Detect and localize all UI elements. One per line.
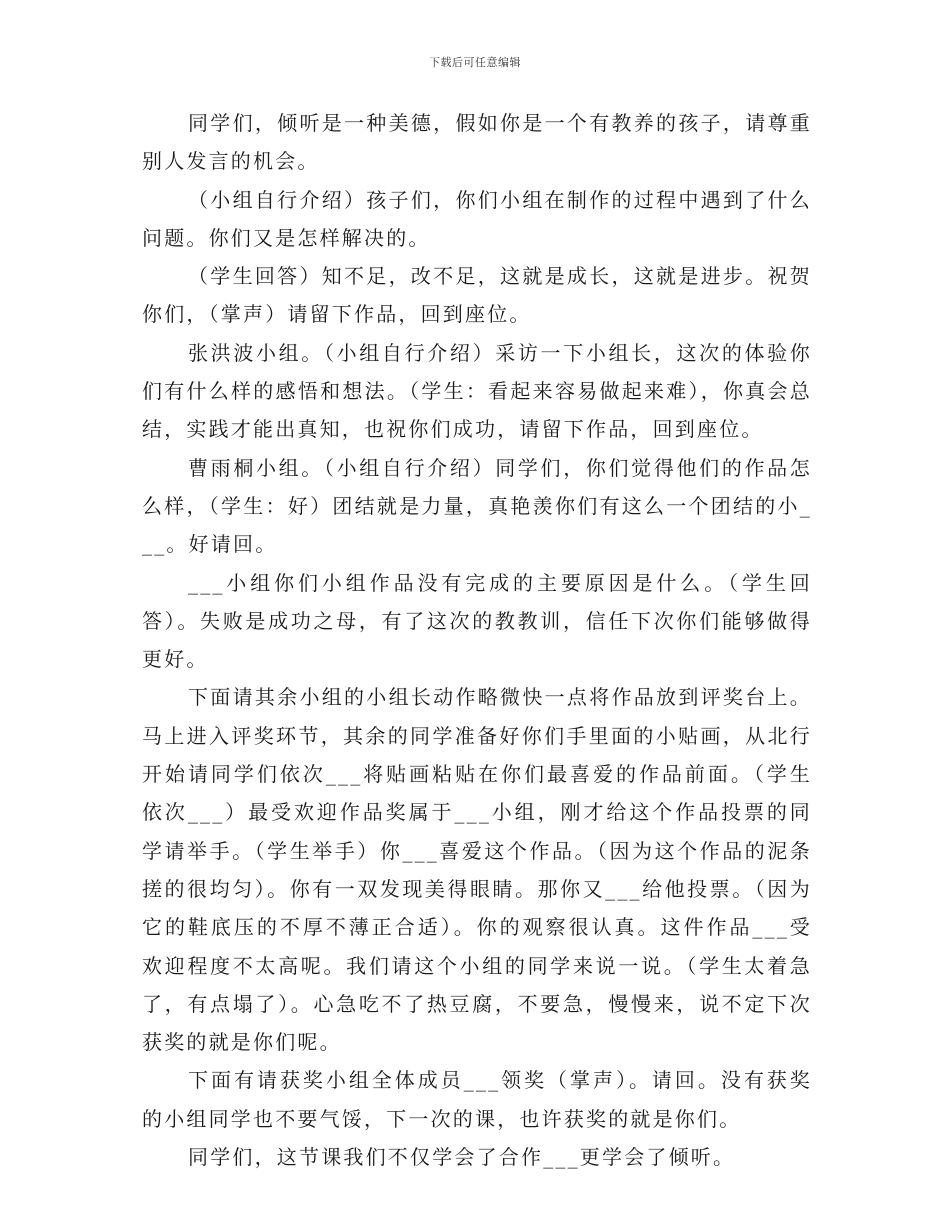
paragraph: 下面请其余小组的小组长动作略微快一点将作品放到评奖台上。马上进入评奖环节，其余的同学准备好你们手里面的小贴画，从北行开始请同学们依次___将贴画粘贴在你们最喜爱的作品前面。（学生依次___）最受欢迎作品奖属于___小组，刚才给这个作品投票的同学请举手。（学生举手）你___喜爱这个作品。（因为这个作品的泥条搓的很均匀）。你有一双发现美得眼睛。那你又___给他投票。（因为它的鞋底压的不厚不薄正合适）。你的观察很认真。这件作品___受欢迎程度不太高呢。我们请这个小组的同学来说一说。（学生太着急了，有点塌了）。心急吃不了热豆腐，不要急，慢慢来，说不定下次获奖的就是你们呢。: [142, 685, 812, 1055]
document-body: [142, 104, 812, 1176]
paragraph: 曹雨桐小组。（小组自行介绍）同学们，你们觉得他们的作品怎么样，（学生：好）团结就是力量，真艳羡你们有这么一个团结的小___。好请回。: [142, 455, 812, 557]
paragraph: ___小组你们小组作品没有完成的主要原因是什么。（学生回答）。失败是成功之母，有了这次的教教训，信任下次你们能够做得更好。: [142, 570, 812, 672]
page-header: 下载后可任意编辑: [429, 56, 521, 69]
paragraph: 同学们，这节课我们不仅学会了合作___更学会了倾听。: [188, 1145, 736, 1170]
paragraph: 同学们，倾听是一种美德，假如你是一个有教养的孩子，请尊重别人发言的机会。: [142, 111, 812, 174]
paragraph: 张洪波小组。（小组自行介绍）采访一下小组长，这次的体验你们有什么样的感悟和想法。（学生：看起来容易做起来难），你真会总结，实践才能出真知，也祝你们成功，请留下作品，回到座位。: [142, 340, 812, 442]
paragraph: 下面有请获奖小组全体成员___领奖（掌声）。请回。没有获奖的小组同学也不要气馁，下一次的课，也许获奖的就是你们。: [142, 1068, 812, 1131]
paragraph: （小组自行介绍）孩子们，你们小组在制作的过程中遇到了什么问题。你们又是怎样解决的。: [142, 187, 812, 250]
paragraph: （学生回答）知不足，改不足，这就是成长，这就是进步。祝贺你们，（掌声）请留下作品，回到座位。: [142, 264, 812, 327]
